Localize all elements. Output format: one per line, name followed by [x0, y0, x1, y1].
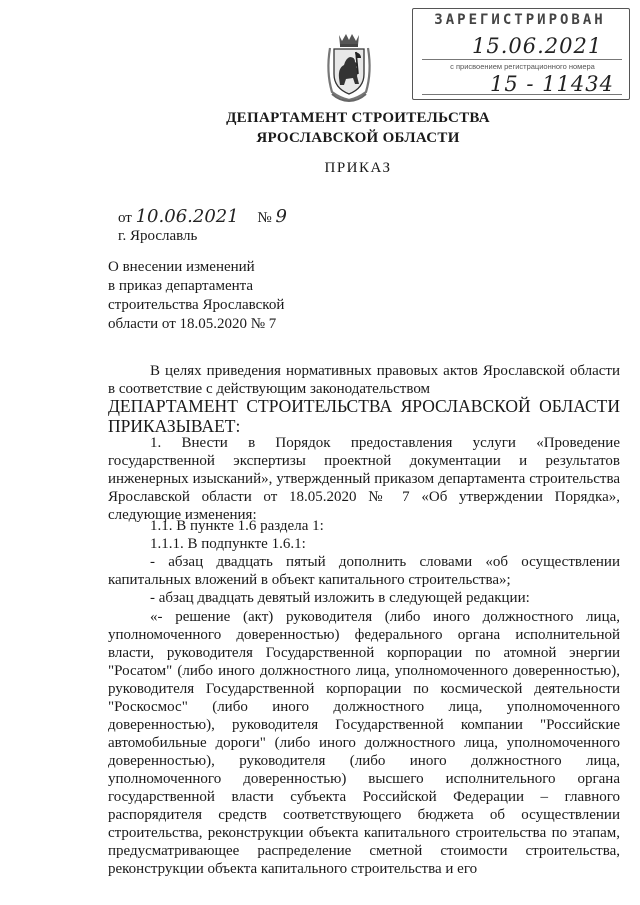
stamp-number: 15 - 11434	[490, 72, 614, 96]
stamp-divider	[422, 94, 622, 95]
number-prefix: №	[257, 210, 272, 226]
stamp-date: 15.06.2021	[472, 34, 603, 58]
subject-line: строительства Ярославской	[108, 297, 285, 313]
preamble-paragraph: В целях приведения нормативных правовых актов Ярославской области в соответствие с действующим законодательством	[108, 363, 620, 397]
subject-line: в приказ департамента	[108, 278, 254, 294]
item-1-paragraph: 1. Внести в Порядок предоставления услуги «Проведение государственной экспертизы проектной документации и результатов инженерных изысканий», утвержденный приказом департамента строительства Ярославской области от 18.05.2020 № 7 «Об утверждении Порядка», следующие изменения:	[108, 435, 620, 523]
quoted-paragraph: «- решение (акт) руководителя (либо иного должностного лица, уполномоченного доверенностью) федерального органа исполнительной власти, руководителя Государственной корпорации по атомной энергии "Росатом" (либо иного должностного лица, уполномоченного доверенностью), руководителя Государственной корпорации по космической деятельности "Роскосмос" (либо иного должностного лица, уполномоченного доверенностью), руководителя Государственной компании "Российские автомобильные дороги" (либо иного должностного лица, уполномоченного доверенностью), руководителя (либо иного должностного лица, уполномоченного доверенностью) высшего исполнительного органа государственной власти субъекта Российской Федерации – главного распорядителя средств соответствующего бюджета об осуществлении строительства, реконструкции объекта капитального строительства по этапам, предусматривающее распределение сметной стоимости строительства, реконструкции объекта капитального строительства и его	[108, 609, 620, 877]
item-1-1: 1.1. В пункте 1.6 раздела 1:	[150, 518, 324, 534]
subject-line: области от 18.05.2020 № 7	[108, 316, 277, 332]
city: г. Ярославль	[118, 228, 198, 244]
stamp-title: ЗАРЕГИСТРИРОВАН	[434, 12, 606, 28]
order-date-line	[118, 206, 287, 227]
department-orders: ДЕПАРТАМЕНТ СТРОИТЕЛЬСТВА ЯРОСЛАВСКОЙ ОБЛАСТИ ПРИКАЗЫВАЕТ:	[108, 396, 620, 436]
document-type: ПРИКАЗ	[324, 160, 392, 176]
order-subject	[108, 258, 348, 334]
date-prefix: от	[118, 210, 132, 226]
dash-paragraph-1: - абзац двадцать пятый дополнить словами «об осуществлении капитальных вложений в объект капитального строительства»;	[108, 554, 620, 588]
stamp-caption: с присвоением регистрационного номера	[450, 62, 595, 71]
coat-of-arms-icon	[322, 32, 376, 102]
order-number: 9	[275, 206, 287, 227]
stamp-divider	[422, 59, 622, 60]
order-date: 10.06.2021	[135, 206, 239, 227]
dash-paragraph-2: - абзац двадцать девятый изложить в следующей редакции:	[150, 590, 530, 606]
item-1-1-1: 1.1.1. В подпункте 1.6.1:	[150, 536, 306, 552]
subject-line: О внесении изменений	[108, 259, 255, 275]
department-line: ЯРОСЛАВСКОЙ ОБЛАСТИ	[256, 130, 460, 146]
department-heading	[150, 108, 566, 148]
department-line: ДЕПАРТАМЕНТ СТРОИТЕЛЬСТВА	[226, 110, 490, 126]
registration-stamp	[412, 8, 630, 100]
